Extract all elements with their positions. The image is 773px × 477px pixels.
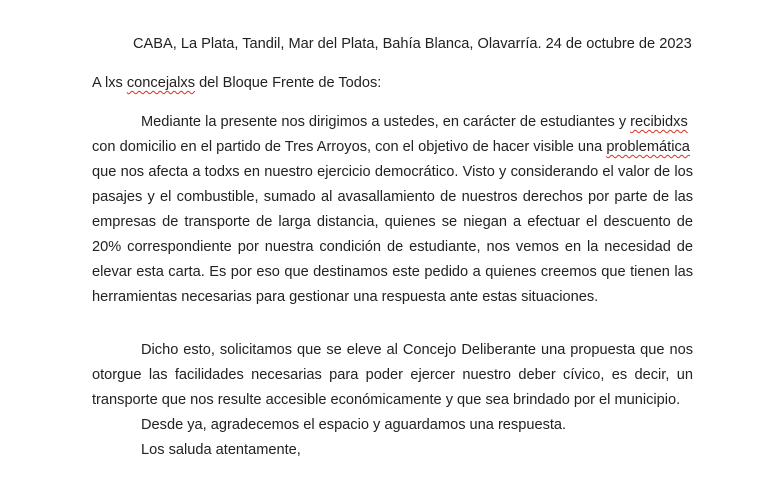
paragraph2-line1: Dicho esto, solicitamos que se eleve al Concejo Deliberante una propuesta que nos: [141, 342, 693, 358]
p1-line2-text: con domicilio en el partido de Tres Arroyos, con el objetivo de hacer visible una: [92, 139, 607, 155]
paragraph1-line7: elevar esta carta. Es por eso que destinamos este pedido a quienes creemos que tienen las: [92, 264, 693, 280]
salutation-misspelled-word: concejalxs: [126, 75, 196, 91]
paragraph2-line3: transporte que nos resulte accesible económicamente y que sea brindado por el municipio.: [92, 392, 681, 408]
p1-line2-misspelled-word: problemática: [606, 139, 690, 155]
salutation-before: A lxs: [92, 75, 127, 91]
p1-line1-text: Mediante la presente nos dirigimos a ustedes, en carácter de estudiantes y: [141, 114, 631, 130]
paragraph1-line1: [141, 112, 688, 132]
closing-farewell: Los saluda atentamente,: [141, 442, 301, 458]
paragraph1-line8: herramientas necesarias para gestionar una respuesta ante estas situaciones.: [92, 289, 599, 305]
paragraph1-line6: 20% correspondiente por nuestra condición de estudiante, nos vemos en la necesidad de: [92, 239, 693, 255]
p1-line1-misspelled-word: recibidxs: [630, 114, 688, 130]
paragraph1-line5: empresas de transporte de larga distancia, quienes se niegan a efectuar el descuento de: [92, 214, 693, 230]
paragraph1-line2: [92, 137, 690, 157]
salutation-line: [92, 73, 381, 93]
salutation-after: del Bloque Frente de Todos:: [195, 75, 382, 91]
paragraph1-line3: que nos afecta a todxs en nuestro ejercicio democrático. Visto y considerando el valor de los: [92, 164, 693, 180]
closing-thanks: Desde ya, agradecemos el espacio y aguardamos una respuesta.: [141, 417, 567, 433]
paragraph1-line4: pasajes y el combustible, sumado al avasallamiento de nuestros derechos por parte de las: [92, 189, 693, 205]
paragraph2-line2: otorgue las facilidades necesarias para poder ejercer nuestro deber cívico, es decir, un: [92, 367, 693, 383]
place-date-line: CABA, La Plata, Tandil, Mar del Plata, Bahía Blanca, Olavarría. 24 de octubre de 2023: [133, 36, 692, 52]
